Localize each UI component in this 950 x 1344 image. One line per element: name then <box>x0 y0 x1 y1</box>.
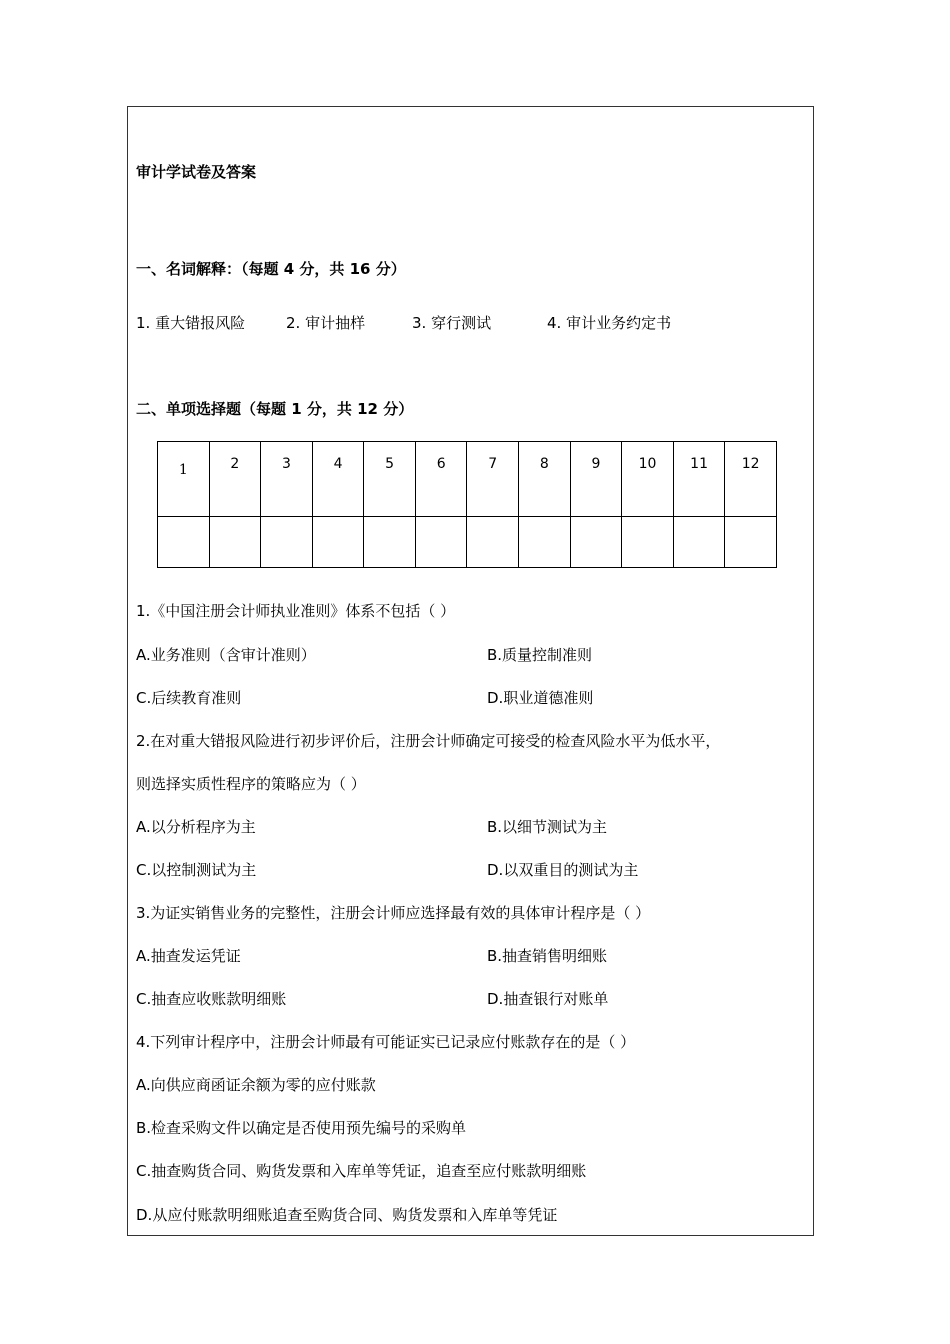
answer-cell[interactable] <box>673 517 725 568</box>
term-list <box>136 313 671 333</box>
answer-header-cell: 4 <box>312 442 364 517</box>
question-option: C.以控制测试为主 <box>136 861 257 879</box>
answer-header-cell: 6 <box>415 442 467 517</box>
answer-cell[interactable] <box>209 517 261 568</box>
answer-header-cell: 1 <box>158 442 210 517</box>
question-stem-continued: 则选择实质性程序的策略应为（ ） <box>136 775 366 793</box>
answer-cell[interactable] <box>364 517 416 568</box>
answer-cell[interactable] <box>415 517 467 568</box>
question-stem: 4.下列审计程序中，注册会计师最有可能证实已记录应付账款存在的是（ ） <box>136 1033 636 1051</box>
document-title: 审计学试卷及答案 <box>136 163 257 181</box>
question-stem: 2.在对重大错报风险进行初步评价后，注册会计师确定可接受的检查风险水平为低水平， <box>136 732 721 750</box>
question-option: D.职业道德准则 <box>487 689 594 707</box>
answer-cell[interactable] <box>158 517 210 568</box>
question-option: B.以细节测试为主 <box>487 818 608 836</box>
answer-header-cell: 3 <box>261 442 313 517</box>
question-option: A.抽查发运凭证 <box>136 947 241 965</box>
question-option: D.从应付账款明细账追查至购货合同、购货发票和入库单等凭证 <box>136 1206 558 1224</box>
question-stem: 3.为证实销售业务的完整性，注册会计师应选择最有效的具体审计程序是（ ） <box>136 904 651 922</box>
term-item: 3. 穿行测试 <box>412 314 492 332</box>
answer-table <box>157 441 777 568</box>
answer-header-row <box>158 442 777 517</box>
answer-header-cell: 11 <box>673 442 725 517</box>
question-option: D.抽查银行对账单 <box>487 990 609 1008</box>
question-option: D.以双重目的测试为主 <box>487 861 639 879</box>
answer-header-cell: 10 <box>622 442 674 517</box>
answer-cell[interactable] <box>261 517 313 568</box>
question-option: C.后续教育准则 <box>136 689 242 707</box>
answer-cell[interactable] <box>467 517 519 568</box>
question-option: A.以分析程序为主 <box>136 818 256 836</box>
answer-cell[interactable] <box>570 517 622 568</box>
term-item: 2. 审计抽样 <box>286 314 366 332</box>
question-stem: 1.《中国注册会计师执业准则》体系不包括（ ） <box>136 602 456 620</box>
question-option: C.抽查购货合同、购货发票和入库单等凭证，追查至应付账款明细账 <box>136 1162 587 1180</box>
question-option: B.检查采购文件以确定是否使用预先编号的采购单 <box>136 1119 467 1137</box>
answer-input-row <box>158 517 777 568</box>
answer-header-cell: 2 <box>209 442 261 517</box>
answer-cell[interactable] <box>725 517 777 568</box>
question-option: A.业务准则（含审计准则） <box>136 646 316 664</box>
answer-cell[interactable] <box>622 517 674 568</box>
term-item: 1. 重大错报风险 <box>136 314 246 332</box>
answer-header-cell: 5 <box>364 442 416 517</box>
answer-cell[interactable] <box>312 517 364 568</box>
question-option: A.向供应商函证余额为零的应付账款 <box>136 1076 376 1094</box>
question-option: B.质量控制准则 <box>487 646 593 664</box>
question-option: B.抽查销售明细账 <box>487 947 608 965</box>
answer-cell[interactable] <box>519 517 571 568</box>
answer-header-cell: 12 <box>725 442 777 517</box>
section1-heading: 一、名词解释：（每题 4 分，共 16 分） <box>136 260 406 278</box>
section2-heading: 二、单项选择题（每题 1 分，共 12 分） <box>136 400 414 418</box>
answer-header-cell: 7 <box>467 442 519 517</box>
term-item: 4. 审计业务约定书 <box>547 314 672 332</box>
question-option: C.抽查应收账款明细账 <box>136 990 287 1008</box>
answer-header-cell: 9 <box>570 442 622 517</box>
answer-header-cell: 8 <box>519 442 571 517</box>
